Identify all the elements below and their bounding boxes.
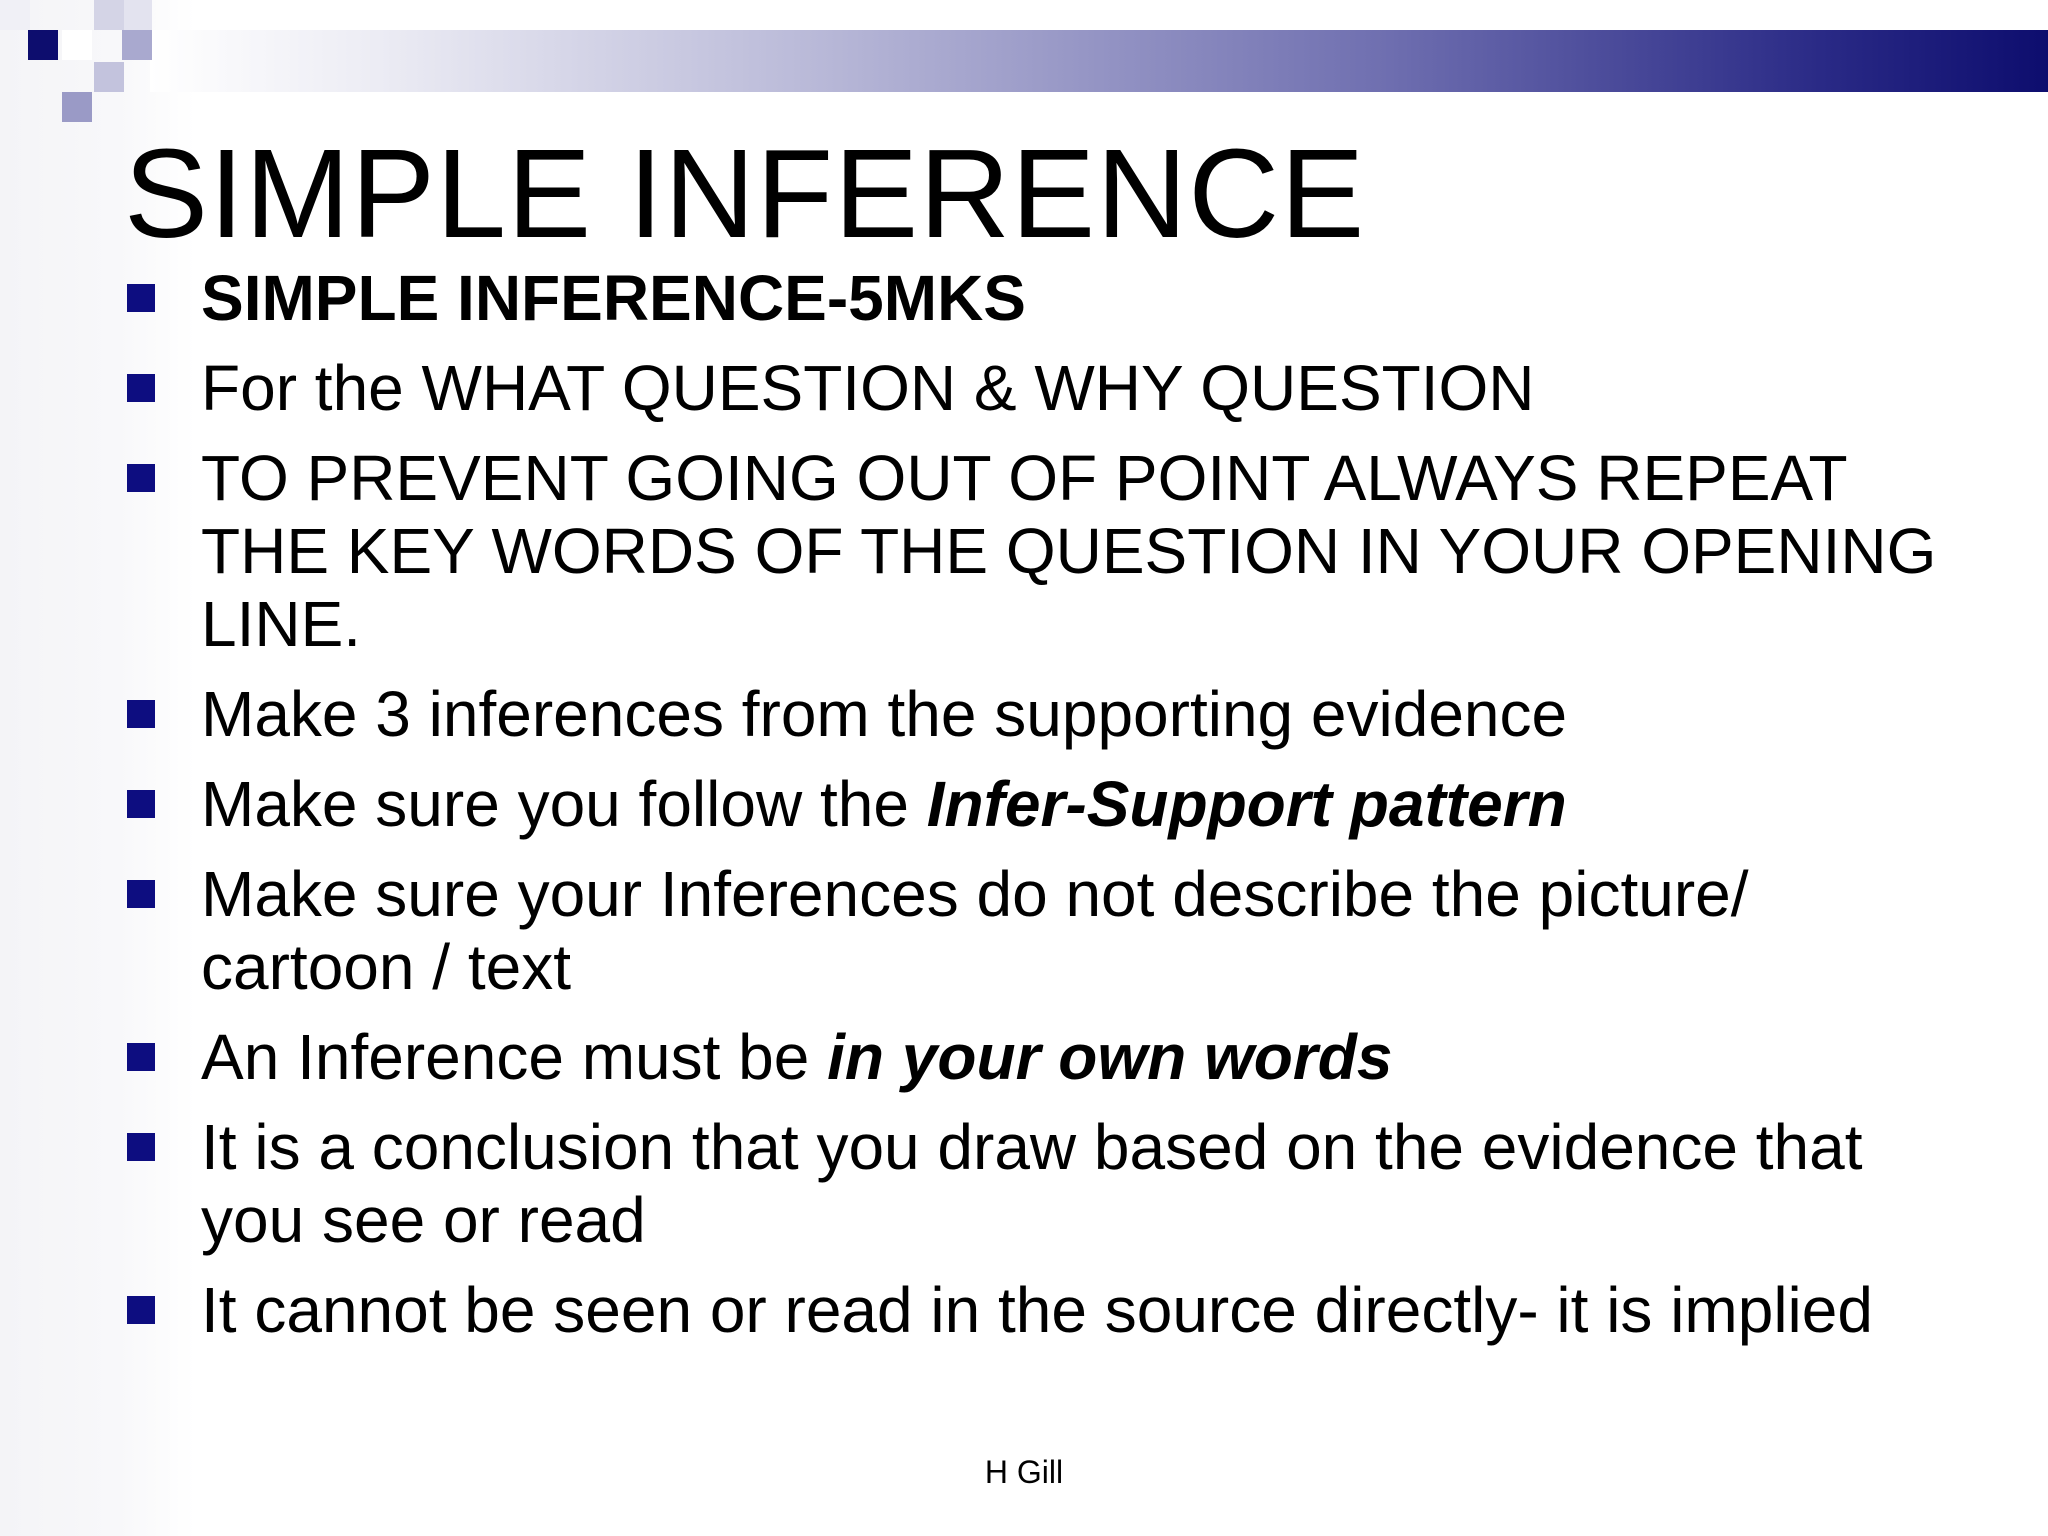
bullet-text: TO PREVENT GOING OUT OF POINT ALWAYS REPEAT THE KEY WORDS OF THE QUESTION IN YOUR OPENING LINE.	[201, 442, 1937, 660]
decor-square	[62, 92, 92, 122]
top-gradient-band	[150, 30, 2048, 92]
bullet-text: Make sure you follow the	[201, 768, 927, 840]
decor-square-dark	[28, 30, 58, 60]
bullet-text: It is a conclusion that you draw based on the evidence that you see or read	[201, 1111, 1863, 1256]
square-bullet-icon	[127, 284, 155, 312]
bullet-list	[124, 262, 1944, 1364]
square-bullet-icon	[127, 374, 155, 402]
slide-title: SIMPLE INFERENCE	[124, 123, 1366, 264]
decor-square	[94, 62, 124, 92]
square-bullet-icon	[127, 880, 155, 908]
bullet-text: It cannot be seen or read in the source directly- it is implied	[201, 1274, 1873, 1346]
bullet-item	[124, 442, 1944, 661]
decor-square	[122, 30, 152, 60]
bullet-item	[124, 768, 1944, 841]
bullet-text: Make 3 inferences from the supporting evidence	[201, 678, 1568, 750]
bullet-item	[124, 858, 1944, 1004]
decor-square	[122, 0, 152, 30]
square-bullet-icon	[127, 1133, 155, 1161]
bullet-item	[124, 1021, 1944, 1094]
bullet-item	[124, 1274, 1944, 1347]
square-bullet-icon	[127, 1043, 155, 1071]
square-bullet-icon	[127, 464, 155, 492]
decor-square	[94, 0, 124, 30]
square-bullet-icon	[127, 700, 155, 728]
bullet-text: Make sure your Inferences do not describe the picture/ cartoon / text	[201, 858, 1749, 1003]
bullet-item	[124, 678, 1944, 751]
square-bullet-icon	[127, 790, 155, 818]
bullet-text: SIMPLE INFERENCE-5MKS	[201, 262, 1026, 334]
decor-square	[0, 0, 30, 30]
square-bullet-icon	[127, 1296, 155, 1324]
bullet-item	[124, 262, 1944, 335]
footer-author: H Gill	[984, 1454, 1064, 1490]
decor-square	[62, 30, 92, 60]
bullet-item	[124, 352, 1944, 425]
bullet-text: For the WHAT QUESTION & WHY QUESTION	[201, 352, 1535, 424]
bullet-emphasis: Infer-Support pattern	[926, 768, 1567, 840]
bullet-emphasis: in your own words	[827, 1021, 1393, 1093]
bullet-text: An Inference must be	[201, 1021, 828, 1093]
bullet-item	[124, 1111, 1944, 1257]
